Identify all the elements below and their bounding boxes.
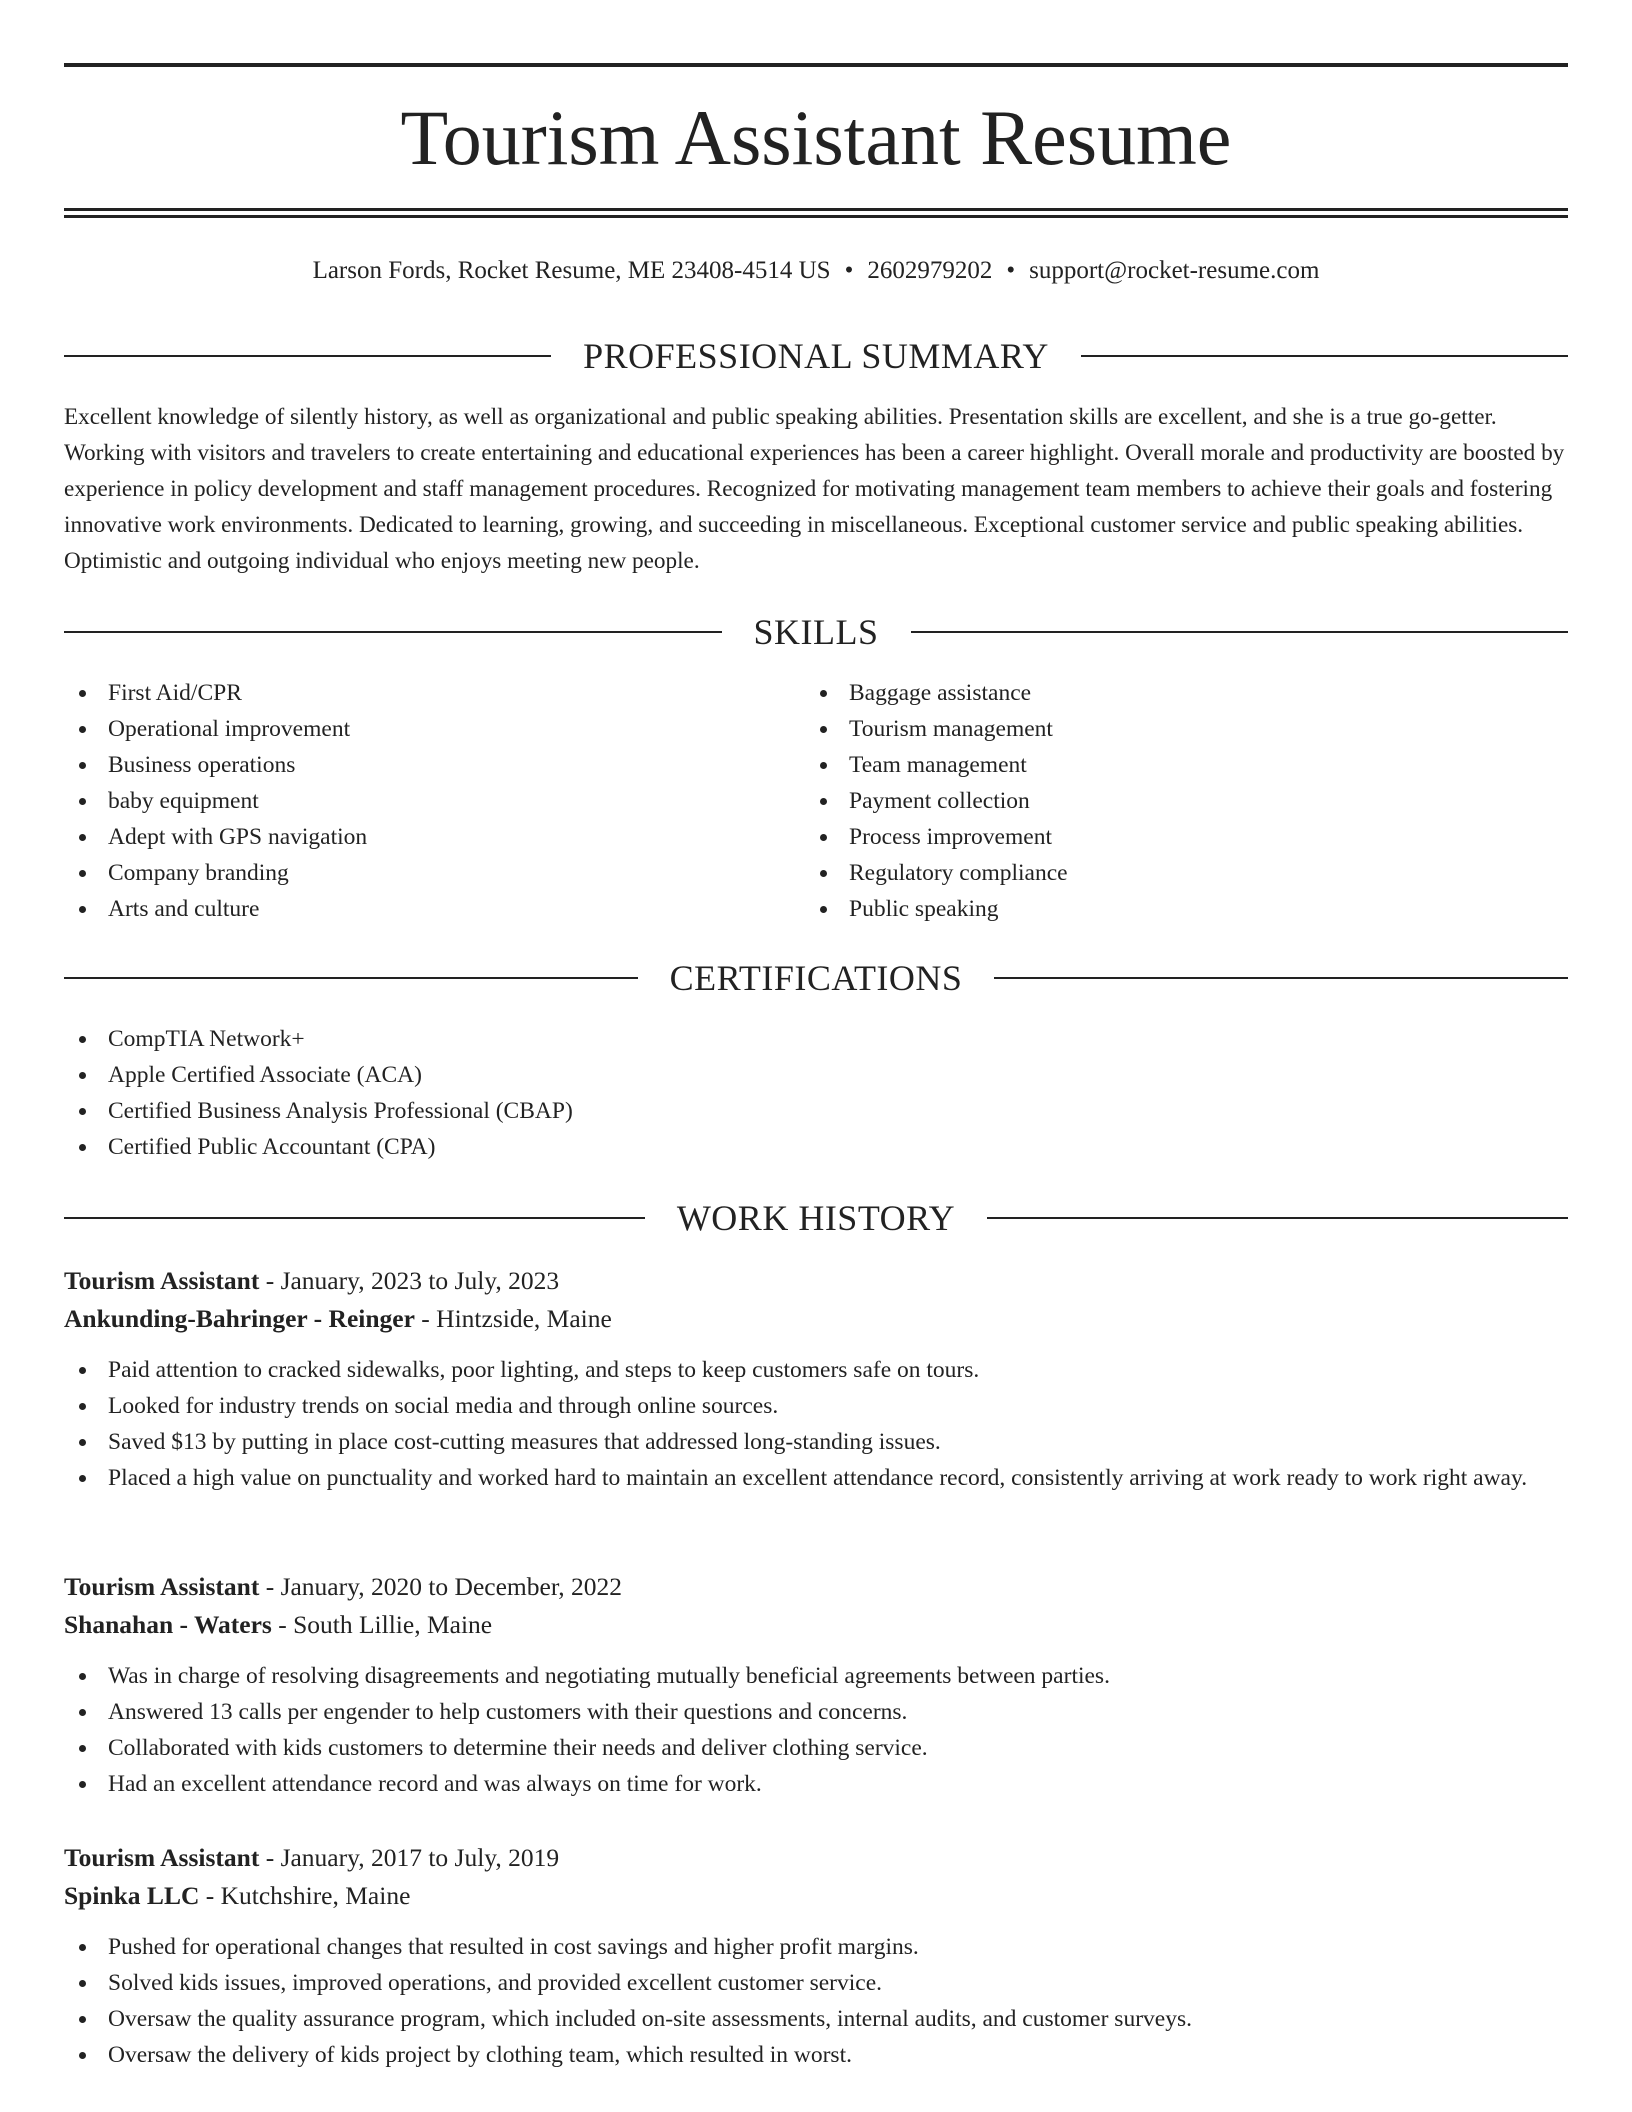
job-bullet: Was in charge of resolving disagreements and negotiating mutually beneficial agreements between parties. <box>64 1658 1568 1694</box>
skill-item: First Aid/CPR <box>64 675 367 711</box>
section-rule <box>987 1217 1568 1219</box>
section-header-certifications <box>64 956 1568 1000</box>
job-location: - Kutchshire, Maine <box>199 1881 411 1910</box>
job-bullet: Saved $13 by putting in place cost-cutting measures that addressed long-standing issues. <box>64 1424 1568 1460</box>
job-bullet: Looked for industry trends on social media and through online sources. <box>64 1388 1568 1424</box>
job-dates: - January, 2017 to July, 2019 <box>259 1843 560 1872</box>
job-location: - South Lillie, Maine <box>271 1610 493 1639</box>
skill-item: Business operations <box>64 747 367 783</box>
section-rule <box>64 355 551 357</box>
section-title-work-history: WORK HISTORY <box>676 1198 956 1238</box>
job-company-line <box>64 1877 1568 1915</box>
skill-item: Payment collection <box>805 783 1068 819</box>
job-company: Shanahan - Waters <box>64 1610 272 1639</box>
skill-item: Regulatory compliance <box>805 855 1068 891</box>
skill-item: Company branding <box>64 855 367 891</box>
job-dates: - January, 2023 to July, 2023 <box>259 1266 560 1295</box>
certification-item: Certified Business Analysis Professional (CBAP) <box>64 1093 1568 1129</box>
job-entry <box>64 1839 1568 2073</box>
job-dates: - January, 2020 to December, 2022 <box>259 1572 623 1601</box>
skill-item: Arts and culture <box>64 891 367 927</box>
section-rule <box>1081 355 1568 357</box>
section-title-summary: PROFESSIONAL SUMMARY <box>583 336 1049 376</box>
contact-separator: • <box>1006 257 1016 284</box>
certification-item: CompTIA Network+ <box>64 1021 1568 1057</box>
section-title-certifications: CERTIFICATIONS <box>669 958 963 998</box>
job-entry <box>64 1262 1568 1496</box>
certification-item: Apple Certified Associate (ACA) <box>64 1057 1568 1093</box>
section-header-skills <box>64 610 1568 654</box>
job-title: Tourism Assistant <box>64 1266 260 1295</box>
section-rule <box>911 631 1569 633</box>
job-bullet: Collaborated with kids customers to determine their needs and deliver clothing service. <box>64 1730 1568 1766</box>
job-bullet: Pushed for operational changes that resulted in cost savings and higher profit margins. <box>64 1929 1568 1965</box>
job-bullets <box>64 1352 1568 1496</box>
section-header-summary <box>64 334 1568 378</box>
job-company-line <box>64 1300 1568 1338</box>
skill-item: Adept with GPS navigation <box>64 819 367 855</box>
job-title-line <box>64 1262 1568 1300</box>
section-rule <box>994 977 1568 979</box>
section-rule <box>64 631 722 633</box>
job-bullet: Paid attention to cracked sidewalks, poor lighting, and steps to keep customers safe on tours. <box>64 1352 1568 1388</box>
resume-title: Tourism Assistant Resume <box>400 94 1232 181</box>
job-entry <box>64 1568 1568 1802</box>
section-header-work-history <box>64 1196 1568 1240</box>
skills-list-left <box>64 675 367 927</box>
contact-separator: • <box>844 257 854 284</box>
contact-phone: 2602979202 <box>867 257 993 284</box>
header-top-rule <box>64 63 1568 67</box>
job-company: Ankunding-Bahringer - Reinger <box>64 1304 415 1333</box>
job-title: Tourism Assistant <box>64 1843 260 1872</box>
job-location: - Hintzside, Maine <box>414 1304 612 1333</box>
section-rule <box>64 977 638 979</box>
section-rule <box>64 1217 645 1219</box>
job-bullet: Oversaw the delivery of kids project by clothing team, which resulted in worst. <box>64 2037 1568 2073</box>
certification-item: Certified Public Accountant (CPA) <box>64 1129 1568 1165</box>
skill-item: Process improvement <box>805 819 1068 855</box>
job-bullet: Placed a high value on punctuality and worked hard to maintain an excellent attendance record, consistently arriving at work ready to work right away. <box>64 1460 1568 1496</box>
job-bullet: Solved kids issues, improved operations, and provided excellent customer service. <box>64 1965 1568 2001</box>
skill-item: baby equipment <box>64 783 367 819</box>
skill-item: Team management <box>805 747 1068 783</box>
skill-item: Tourism management <box>805 711 1068 747</box>
skills-list-right <box>805 675 1068 927</box>
job-title-line <box>64 1839 1568 1877</box>
contact-line <box>64 254 1568 288</box>
job-title: Tourism Assistant <box>64 1572 260 1601</box>
job-company-line <box>64 1606 1568 1644</box>
skill-item: Public speaking <box>805 891 1068 927</box>
contact-address: Larson Fords, Rocket Resume, ME 23408-4514 US <box>312 257 831 284</box>
summary-text: Excellent knowledge of silently history, as well as organizational and public speaking abilities. Presentation skills are excellent, and she is a true go-getter. Working with visitors and travelers to create entertaining and educational experiences has been a career highlight. Overall morale and productivity are boosted by experience in policy development and staff management procedures. Recognized for motivating management team members to achieve their goals and fostering innovative work environments. Dedicated to learning, growing, and succeeding in miscellaneous. Exceptional customer service and public speaking abilities. Optimistic and outgoing individual who enjoys meeting new people. <box>64 404 1565 574</box>
contact-email: support@rocket-resume.com <box>1029 257 1320 284</box>
job-bullet: Had an excellent attendance record and was always on time for work. <box>64 1766 1568 1802</box>
job-company: Spinka LLC <box>64 1881 200 1910</box>
header-double-rule <box>64 208 1568 218</box>
job-title-line <box>64 1568 1568 1606</box>
job-bullets <box>64 1929 1568 2073</box>
job-bullets <box>64 1658 1568 1802</box>
section-title-skills: SKILLS <box>753 612 879 652</box>
job-bullet: Oversaw the quality assurance program, which included on-site assessments, internal audits, and customer surveys. <box>64 2001 1568 2037</box>
job-bullet: Answered 13 calls per engender to help customers with their questions and concerns. <box>64 1694 1568 1730</box>
skill-item: Operational improvement <box>64 711 367 747</box>
certifications-list <box>64 1021 1568 1165</box>
skill-item: Baggage assistance <box>805 675 1068 711</box>
